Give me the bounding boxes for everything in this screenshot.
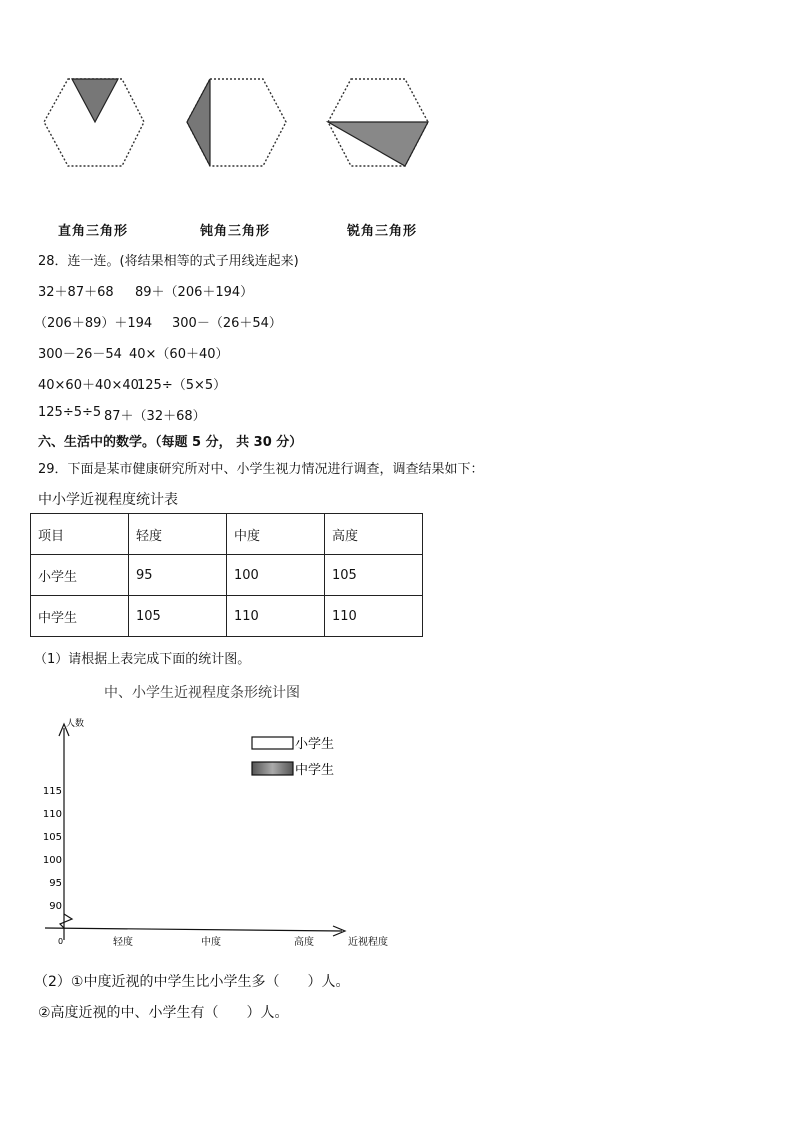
table-header: 高度 xyxy=(325,514,423,555)
table-header: 项目 xyxy=(31,514,129,555)
shape-label-acute: 锐角三角形 xyxy=(347,224,418,239)
legend-label: 中学生 xyxy=(295,763,335,778)
x-category-label: 高度 xyxy=(294,937,314,948)
hexagon-acute-triangle xyxy=(328,79,428,166)
table-row xyxy=(31,596,423,637)
table-header: 轻度 xyxy=(129,514,227,555)
table-cell: 110 xyxy=(325,596,423,637)
table-cell: 中学生 xyxy=(31,596,129,637)
hexagon-figures xyxy=(0,60,794,210)
table-title: 中小学近视程度统计表 xyxy=(38,492,178,508)
origin-label: 0 xyxy=(58,937,64,946)
axis-break xyxy=(60,914,72,928)
table-cell: 110 xyxy=(227,596,325,637)
q28-right-1: 89＋（206＋194） xyxy=(135,285,254,300)
section-6-title: 六、生活中的数学。（每题 5 分， 共 30 分） xyxy=(38,435,303,450)
hexagon-obtuse-triangle xyxy=(187,79,286,166)
x-category-label: 轻度 xyxy=(113,937,133,948)
q28-right-4: 125÷（5×5） xyxy=(137,378,227,393)
y-tick-label: 115 xyxy=(42,786,62,797)
x-axis xyxy=(45,928,342,931)
q29-part1: （1）请根据上表完成下面的统计图。 xyxy=(34,652,251,667)
chart-title: 中、小学生近视程度条形统计图 xyxy=(104,685,300,701)
q29-part2a: （2）①中度近视的中学生比小学生多（ ）人。 xyxy=(34,974,350,990)
bar-chart xyxy=(0,700,794,960)
q28-right-5: 87＋（32＋68） xyxy=(104,409,206,424)
q28-left-3: 300－26－54 xyxy=(38,347,122,362)
table-header-row xyxy=(31,514,423,555)
table-cell: 95 xyxy=(129,555,227,596)
legend xyxy=(252,736,334,778)
q28-left-4: 40×60＋40×40 xyxy=(38,378,139,393)
shape-label-obtuse: 钝角三角形 xyxy=(200,224,271,239)
y-tick-label: 100 xyxy=(42,855,62,866)
table-cell: 105 xyxy=(325,555,423,596)
x-category-label: 中度 xyxy=(201,937,221,948)
q28-left-2: （206＋89）＋194 xyxy=(34,316,153,331)
q28-left-5: 125÷5÷5 xyxy=(38,405,102,420)
y-tick-label: 95 xyxy=(49,878,62,889)
q28-right-3: 40×（60＋40） xyxy=(129,347,229,362)
y-tick-label: 105 xyxy=(42,832,62,843)
table-header: 中度 xyxy=(227,514,325,555)
hexagon-right-triangle xyxy=(44,79,144,166)
legend-swatch-primary xyxy=(252,737,293,749)
y-axis-label: 人数 xyxy=(66,719,85,729)
q28-title: 28．连一连。(将结果相等的式子用线连起来) xyxy=(38,254,299,269)
table-cell: 小学生 xyxy=(31,555,129,596)
table-cell: 100 xyxy=(227,555,325,596)
shape-label-right: 直角三角形 xyxy=(58,224,129,239)
q29-intro: 29．下面是某市健康研究所对中、小学生视力情况进行调查，调查结果如下： xyxy=(38,462,484,477)
stats-table xyxy=(30,513,423,637)
table-cell: 105 xyxy=(129,596,227,637)
q28-right-2: 300－（26＋54） xyxy=(172,316,282,331)
legend-swatch-middle xyxy=(252,762,293,775)
table-row xyxy=(31,555,423,596)
y-tick-label: 90 xyxy=(49,901,62,912)
q28-left-1: 32＋87＋68 xyxy=(38,285,114,300)
q29-part2b: ②高度近视的中、小学生有（ ）人。 xyxy=(38,1005,289,1021)
x-axis-label: 近视程度 xyxy=(348,937,388,948)
y-tick-label: 110 xyxy=(42,809,62,820)
legend-label: 小学生 xyxy=(295,737,335,752)
